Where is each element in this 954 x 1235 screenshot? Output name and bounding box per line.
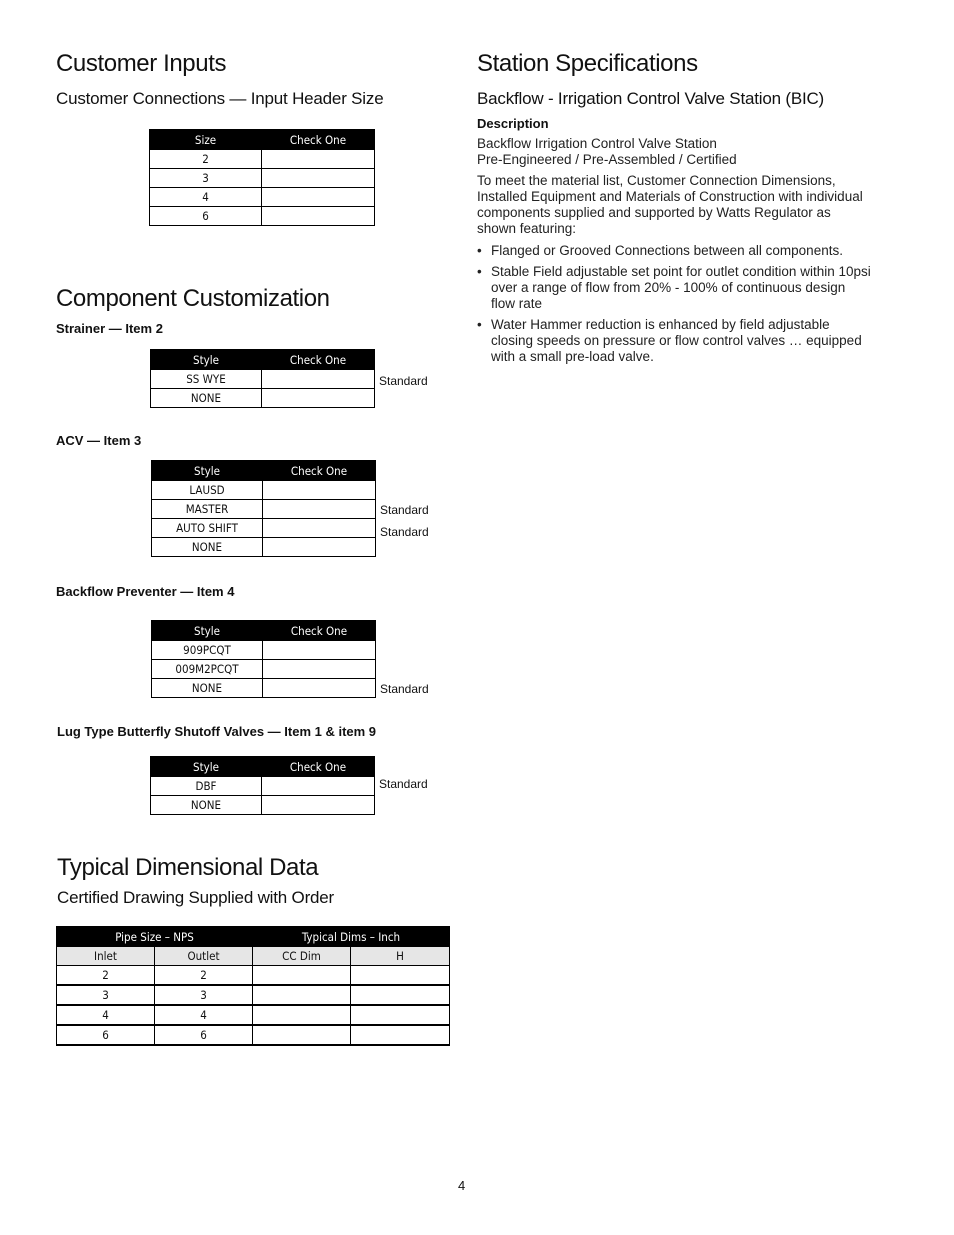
acv-label: ACV — Item 3 xyxy=(56,433,142,448)
check-one-column-header: Check One xyxy=(262,757,375,777)
list-item: • Flanged or Grooved Connections between all components. xyxy=(477,243,843,258)
check-one-cell[interactable] xyxy=(262,370,375,389)
description-line-1: Backflow Irrigation Control Valve Station xyxy=(477,136,717,151)
check-one-cell[interactable] xyxy=(262,207,375,226)
check-one-cell[interactable] xyxy=(262,169,375,188)
style-cell: MASTER xyxy=(152,500,263,519)
style-cell: LAUSD xyxy=(152,481,263,500)
cc-dim-column-header: CC Dim xyxy=(253,947,351,966)
outlet-cell: 3 xyxy=(155,985,253,1005)
table-row xyxy=(151,389,375,408)
check-one-cell[interactable] xyxy=(262,188,375,207)
dimensional-data-table xyxy=(56,926,450,1046)
pipe-size-group-header: Pipe Size – NPS xyxy=(57,927,253,947)
table-row xyxy=(57,985,450,1005)
check-one-column-header: Check One xyxy=(262,130,375,150)
size-cell: 6 xyxy=(150,207,262,226)
strainer-label: Strainer — Item 2 xyxy=(56,321,163,336)
check-one-cell[interactable] xyxy=(263,519,376,538)
check-one-cell[interactable] xyxy=(263,500,376,519)
style-cell: SS WYE xyxy=(151,370,262,389)
table-row xyxy=(152,641,376,660)
features-list xyxy=(477,243,872,365)
style-cell: NONE xyxy=(151,796,262,815)
inlet-cell: 2 xyxy=(57,966,155,986)
inlet-cell: 4 xyxy=(57,1005,155,1025)
h-column-header: H xyxy=(351,947,450,966)
h-cell[interactable] xyxy=(351,966,450,986)
style-cell: 009M2PCQT xyxy=(152,660,263,679)
outlet-cell: 2 xyxy=(155,966,253,986)
check-one-cell[interactable] xyxy=(263,481,376,500)
h-cell[interactable] xyxy=(351,985,450,1005)
check-one-cell[interactable] xyxy=(262,796,375,815)
size-cell: 3 xyxy=(150,169,262,188)
page-number: 4 xyxy=(458,1178,466,1193)
check-one-cell[interactable] xyxy=(262,389,375,408)
cc-dim-cell[interactable] xyxy=(253,966,351,986)
inlet-cell: 6 xyxy=(57,1025,155,1045)
check-one-cell[interactable] xyxy=(263,660,376,679)
butterfly-valves-table xyxy=(150,756,375,815)
table-row xyxy=(152,500,376,519)
table-row xyxy=(57,966,450,986)
table-row xyxy=(150,150,375,169)
check-one-cell[interactable] xyxy=(262,150,375,169)
style-cell: NONE xyxy=(151,389,262,408)
table-row xyxy=(152,538,376,557)
style-cell: NONE xyxy=(152,679,263,698)
component-customization-title: Component Customization xyxy=(56,285,330,312)
inlet-column-header: Inlet xyxy=(57,947,155,966)
table-row xyxy=(151,777,375,796)
dimensional-data-title: Typical Dimensional Data xyxy=(57,854,319,881)
description-line-2: Pre-Engineered / Pre-Assembled / Certified xyxy=(477,152,737,167)
style-cell: 909PCQT xyxy=(152,641,263,660)
check-one-cell[interactable] xyxy=(262,777,375,796)
outlet-cell: 6 xyxy=(155,1025,253,1045)
acv-table xyxy=(151,460,376,557)
h-cell[interactable] xyxy=(351,1025,450,1045)
description-paragraph: To meet the material list, Customer Connection Dimensions, Installed Equipment and Materials of Construction with individual components supplied and supported by Watts Regulator as shown featuring: xyxy=(477,173,863,236)
station-specifications-subtitle: Backflow - Irrigation Control Valve Station (BIC) xyxy=(477,89,825,108)
style-column-header: Style xyxy=(151,757,262,777)
station-specifications-title: Station Specifications xyxy=(477,50,698,77)
check-one-cell[interactable] xyxy=(263,641,376,660)
cc-dim-cell[interactable] xyxy=(253,985,351,1005)
table-row xyxy=(152,660,376,679)
check-one-column-header: Check One xyxy=(263,621,376,641)
outlet-column-header: Outlet xyxy=(155,947,253,966)
standard-note: Standard xyxy=(380,525,429,539)
table-row xyxy=(152,481,376,500)
table-row xyxy=(150,169,375,188)
style-cell: AUTO SHIFT xyxy=(152,519,263,538)
standard-note: Standard xyxy=(380,682,429,696)
style-cell: DBF xyxy=(151,777,262,796)
standard-note: Standard xyxy=(379,374,428,388)
check-one-cell[interactable] xyxy=(263,679,376,698)
backflow-preventer-label: Backflow Preventer — Item 4 xyxy=(56,584,235,599)
style-column-header: Style xyxy=(152,461,263,481)
style-column-header: Style xyxy=(152,621,263,641)
bullet-icon: • xyxy=(477,264,482,279)
typical-dims-group-header: Typical Dims – Inch xyxy=(253,927,450,947)
description-label: Description xyxy=(477,116,549,131)
size-cell: 4 xyxy=(150,188,262,207)
list-item: • Stable Field adjustable set point for outlet condition within 10psi over a range of flow from 20% - 100% of continuous design flow rate xyxy=(477,264,871,311)
check-one-cell[interactable] xyxy=(263,538,376,557)
description-block xyxy=(477,136,872,370)
inlet-cell: 3 xyxy=(57,985,155,1005)
table-row xyxy=(57,1005,450,1025)
check-one-column-header: Check One xyxy=(262,350,375,370)
size-column-header: Size xyxy=(150,130,262,150)
standard-note: Standard xyxy=(379,777,428,791)
butterfly-valves-label: Lug Type Butterfly Shutoff Valves — Item 1 & item 9 xyxy=(57,724,377,739)
standard-note: Standard xyxy=(380,503,429,517)
input-header-size-table xyxy=(149,129,375,226)
table-row xyxy=(152,679,376,698)
table-row xyxy=(152,519,376,538)
dimensional-data-subtitle: Certified Drawing Supplied with Order xyxy=(57,888,335,907)
list-item: • Water Hammer reduction is enhanced by field adjustable closing speeds on pressure or flow control valves … equipped with a small pre-load valve. xyxy=(477,317,862,364)
check-one-column-header: Check One xyxy=(263,461,376,481)
customer-inputs-title: Customer Inputs xyxy=(56,50,227,77)
table-row xyxy=(57,1025,450,1045)
table-row xyxy=(150,207,375,226)
table-row xyxy=(150,188,375,207)
backflow-preventer-table xyxy=(151,620,376,698)
style-column-header: Style xyxy=(151,350,262,370)
strainer-table xyxy=(150,349,375,408)
customer-connections-subtitle: Customer Connections — Input Header Size xyxy=(56,89,384,108)
outlet-cell: 4 xyxy=(155,1005,253,1025)
style-cell: NONE xyxy=(152,538,263,557)
cc-dim-cell[interactable] xyxy=(253,1025,351,1045)
table-row xyxy=(151,796,375,815)
bullet-icon: • xyxy=(477,243,482,258)
cc-dim-cell[interactable] xyxy=(253,1005,351,1025)
bullet-icon: • xyxy=(477,317,482,332)
size-cell: 2 xyxy=(150,150,262,169)
table-row xyxy=(151,370,375,389)
h-cell[interactable] xyxy=(351,1005,450,1025)
